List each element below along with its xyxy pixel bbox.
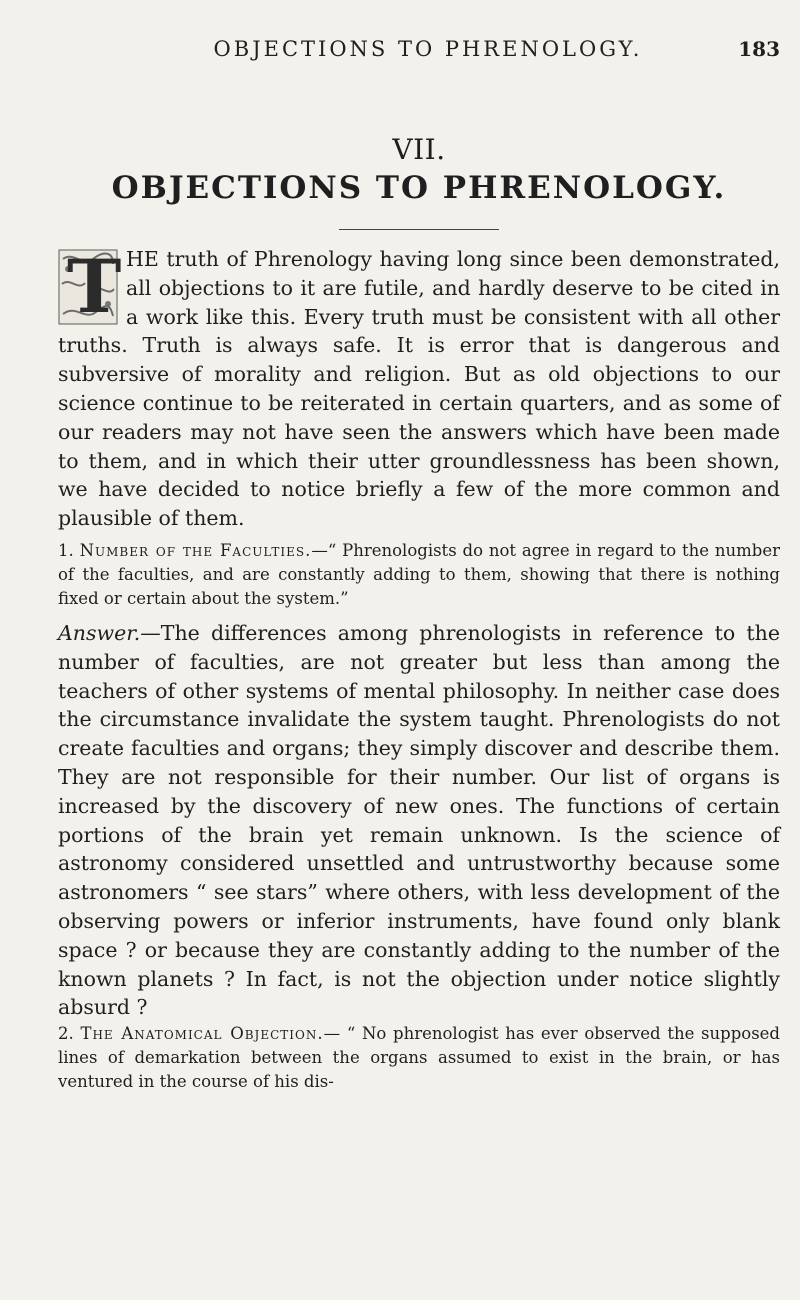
objection-1 [58,539,780,611]
chapter-title: OBJECTIONS TO PHRENOLOGY. [111,170,727,206]
decorative-drop-cap [58,244,122,330]
objection-2-number: 2. [58,1024,74,1044]
answer-1 [58,619,780,1022]
objection-2-quote: — “ No phrenologist has ever observed the supposed lines of demarkation between the organs assumed to exist in the brain, or has ventured in the course of his dis- [58,1024,780,1092]
objection-2 [58,1022,780,1094]
objection-2-heading: The Anatomical Objection. [80,1024,324,1044]
objection-1-heading: Number of the Faculties. [79,540,312,560]
drop-cap-letter: T [67,244,122,330]
running-head [58,32,780,70]
chapter-number: VII. [392,133,446,166]
running-head-title: OBJECTIONS TO PHRENOLOGY. [213,37,643,61]
page-number: 183 [738,37,780,61]
answer-1-text: —The differences among phrenologists in reference to the number of faculties, are not greater but less than among the teachers of other systems of mental philosophy. In neither case does the circumstance invalidate the system taught. Phrenologists do not create faculties and organs; they simply discover and describe them. They are not responsible for their number. Our list of organs is increased by the discovery of new ones. The functions of certain portions of the brain yet remain unknown. Is the science of astronomy considered unsettled and untrustworthy because some astronomers “ see stars” where others, with less development of the observing powers or inferior instruments, have found only blank space ? or because they are constantly adding to the number of the known planets ? In fact, is not the objection under notice slightly absurd ? [58,620,780,1020]
chapter-rule [339,229,499,230]
objection-1-quote: —“ Phrenologists do not agree in regard to the number of the faculties, and are constantly adding to them, showing that there is nothing fixed or certain about the system.” [58,540,780,608]
answer-1-label: Answer. [58,620,141,645]
objection-1-number: 1. [58,540,74,560]
book-page [58,32,780,1267]
opening-text: HE truth of Phrenology having long since been demonstrated, all objections to it are futile, and hardly deserve to be cited in a work like this. Every truth must be consistent with all other truths. Truth is always safe. It is error that is dangerous and subversive of morality and religion. But as old objections to our science continue to be reiterated in certain quarters, and as some of our readers may not have seen the answers which have been made to them, and in which their utter groundlessness has been shown, we have decided to notice briefly a few of the more common and plausible of them. [58,247,780,531]
opening-paragraph [58,245,780,533]
